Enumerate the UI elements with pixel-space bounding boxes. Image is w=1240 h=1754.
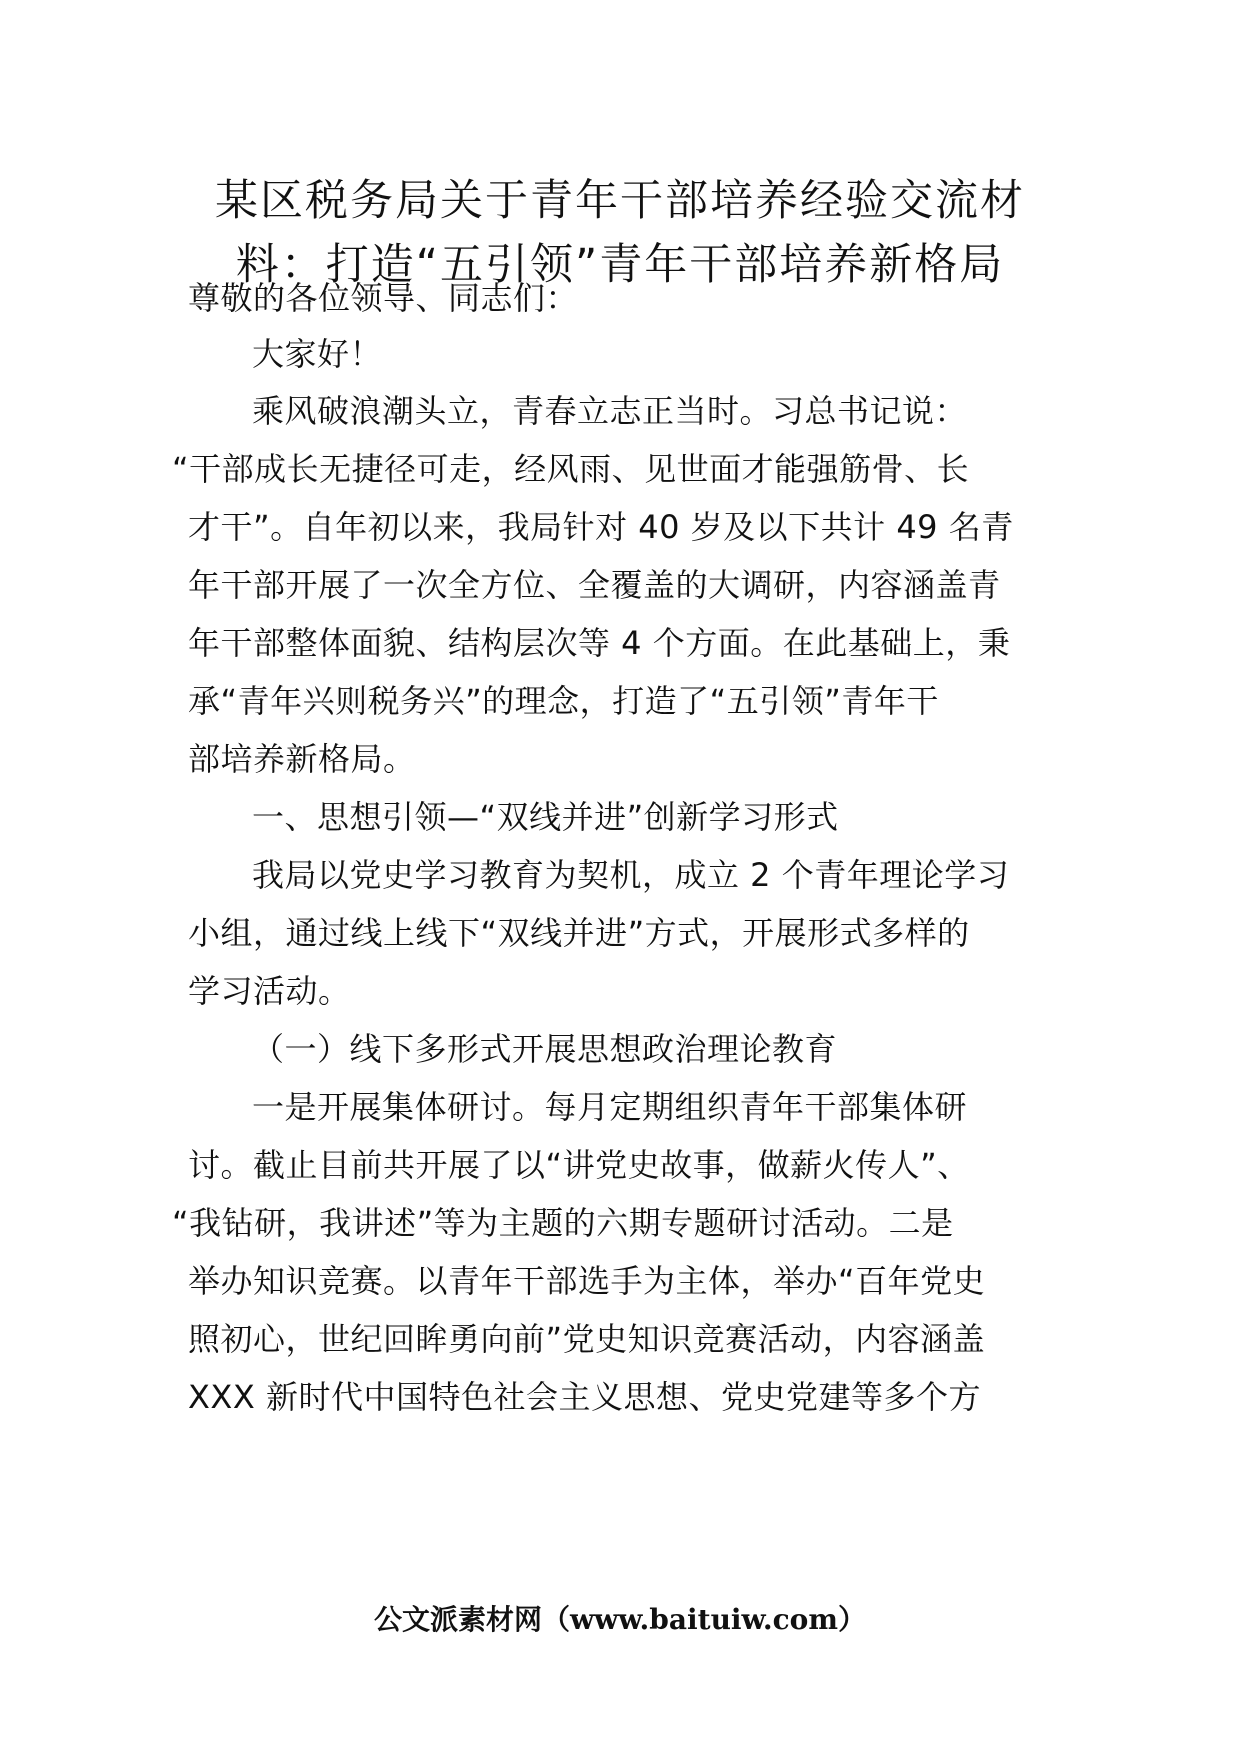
greeting: 大家好！ (252, 335, 383, 373)
body-line: 年干部整体面貌、结构层次等 4 个方面。在此基础上，秉 (188, 624, 1011, 662)
body-line: 乘风破浪潮头立，青春立志正当时。习总书记说： (252, 392, 968, 430)
body-line: 举办知识竞赛。以青年干部选手为主体，举办“百年党史 (188, 1262, 986, 1300)
subsection-heading: （一）线下多形式开展思想政治理论教育 (252, 1030, 838, 1068)
body-line: 部培养新格局。 (188, 740, 416, 778)
body-line: 小组，通过线上线下“双线并进”方式，开展形式多样的 (188, 914, 970, 952)
body-line: 讨。截止目前共开展了以“讲党史故事，做薪火传人”、 (188, 1146, 970, 1184)
body-line: 一是开展集体研讨。每月定期组织青年干部集体研 (252, 1088, 968, 1126)
body-line: XXX 新时代中国特色社会主义思想、党史党建等多个方 (188, 1378, 981, 1416)
body-line: 照初心，世纪回眸勇向前”党史知识竞赛活动，内容涵盖 (188, 1320, 986, 1358)
body-line: 学习活动。 (188, 972, 351, 1010)
body-line: 才干”。自年初以来，我局针对 40 岁及以下共计 49 名青 (188, 508, 1014, 546)
document-title-line-1: 某区税务局关于青年干部培养经验交流材 (215, 176, 1025, 226)
body-line: 我局以党史学习教育为契机，成立 2 个青年理论学习 (252, 856, 1010, 894)
body-line: 承“青年兴则税务兴”的理念，打造了“五引领”青年干 (188, 682, 939, 720)
document-title-line-2: 料：打造“五引领”青年干部培养新格局 (235, 240, 1005, 290)
salutation: 尊敬的各位领导、同志们： (188, 279, 579, 317)
body-line: “干部成长无捷径可走，经风雨、见世面才能强筋骨、长 (172, 450, 970, 488)
section-heading: 一、思想引领—“双线并进”创新学习形式 (252, 798, 839, 836)
body-line: 年干部开展了一次全方位、全覆盖的大调研，内容涵盖青 (188, 566, 1001, 604)
body-line: “我钻研，我讲述”等为主题的六期专题研讨活动。二是 (172, 1204, 954, 1242)
footer-watermark: 公文派素材网（www.baituiw.com） (374, 1603, 866, 1636)
